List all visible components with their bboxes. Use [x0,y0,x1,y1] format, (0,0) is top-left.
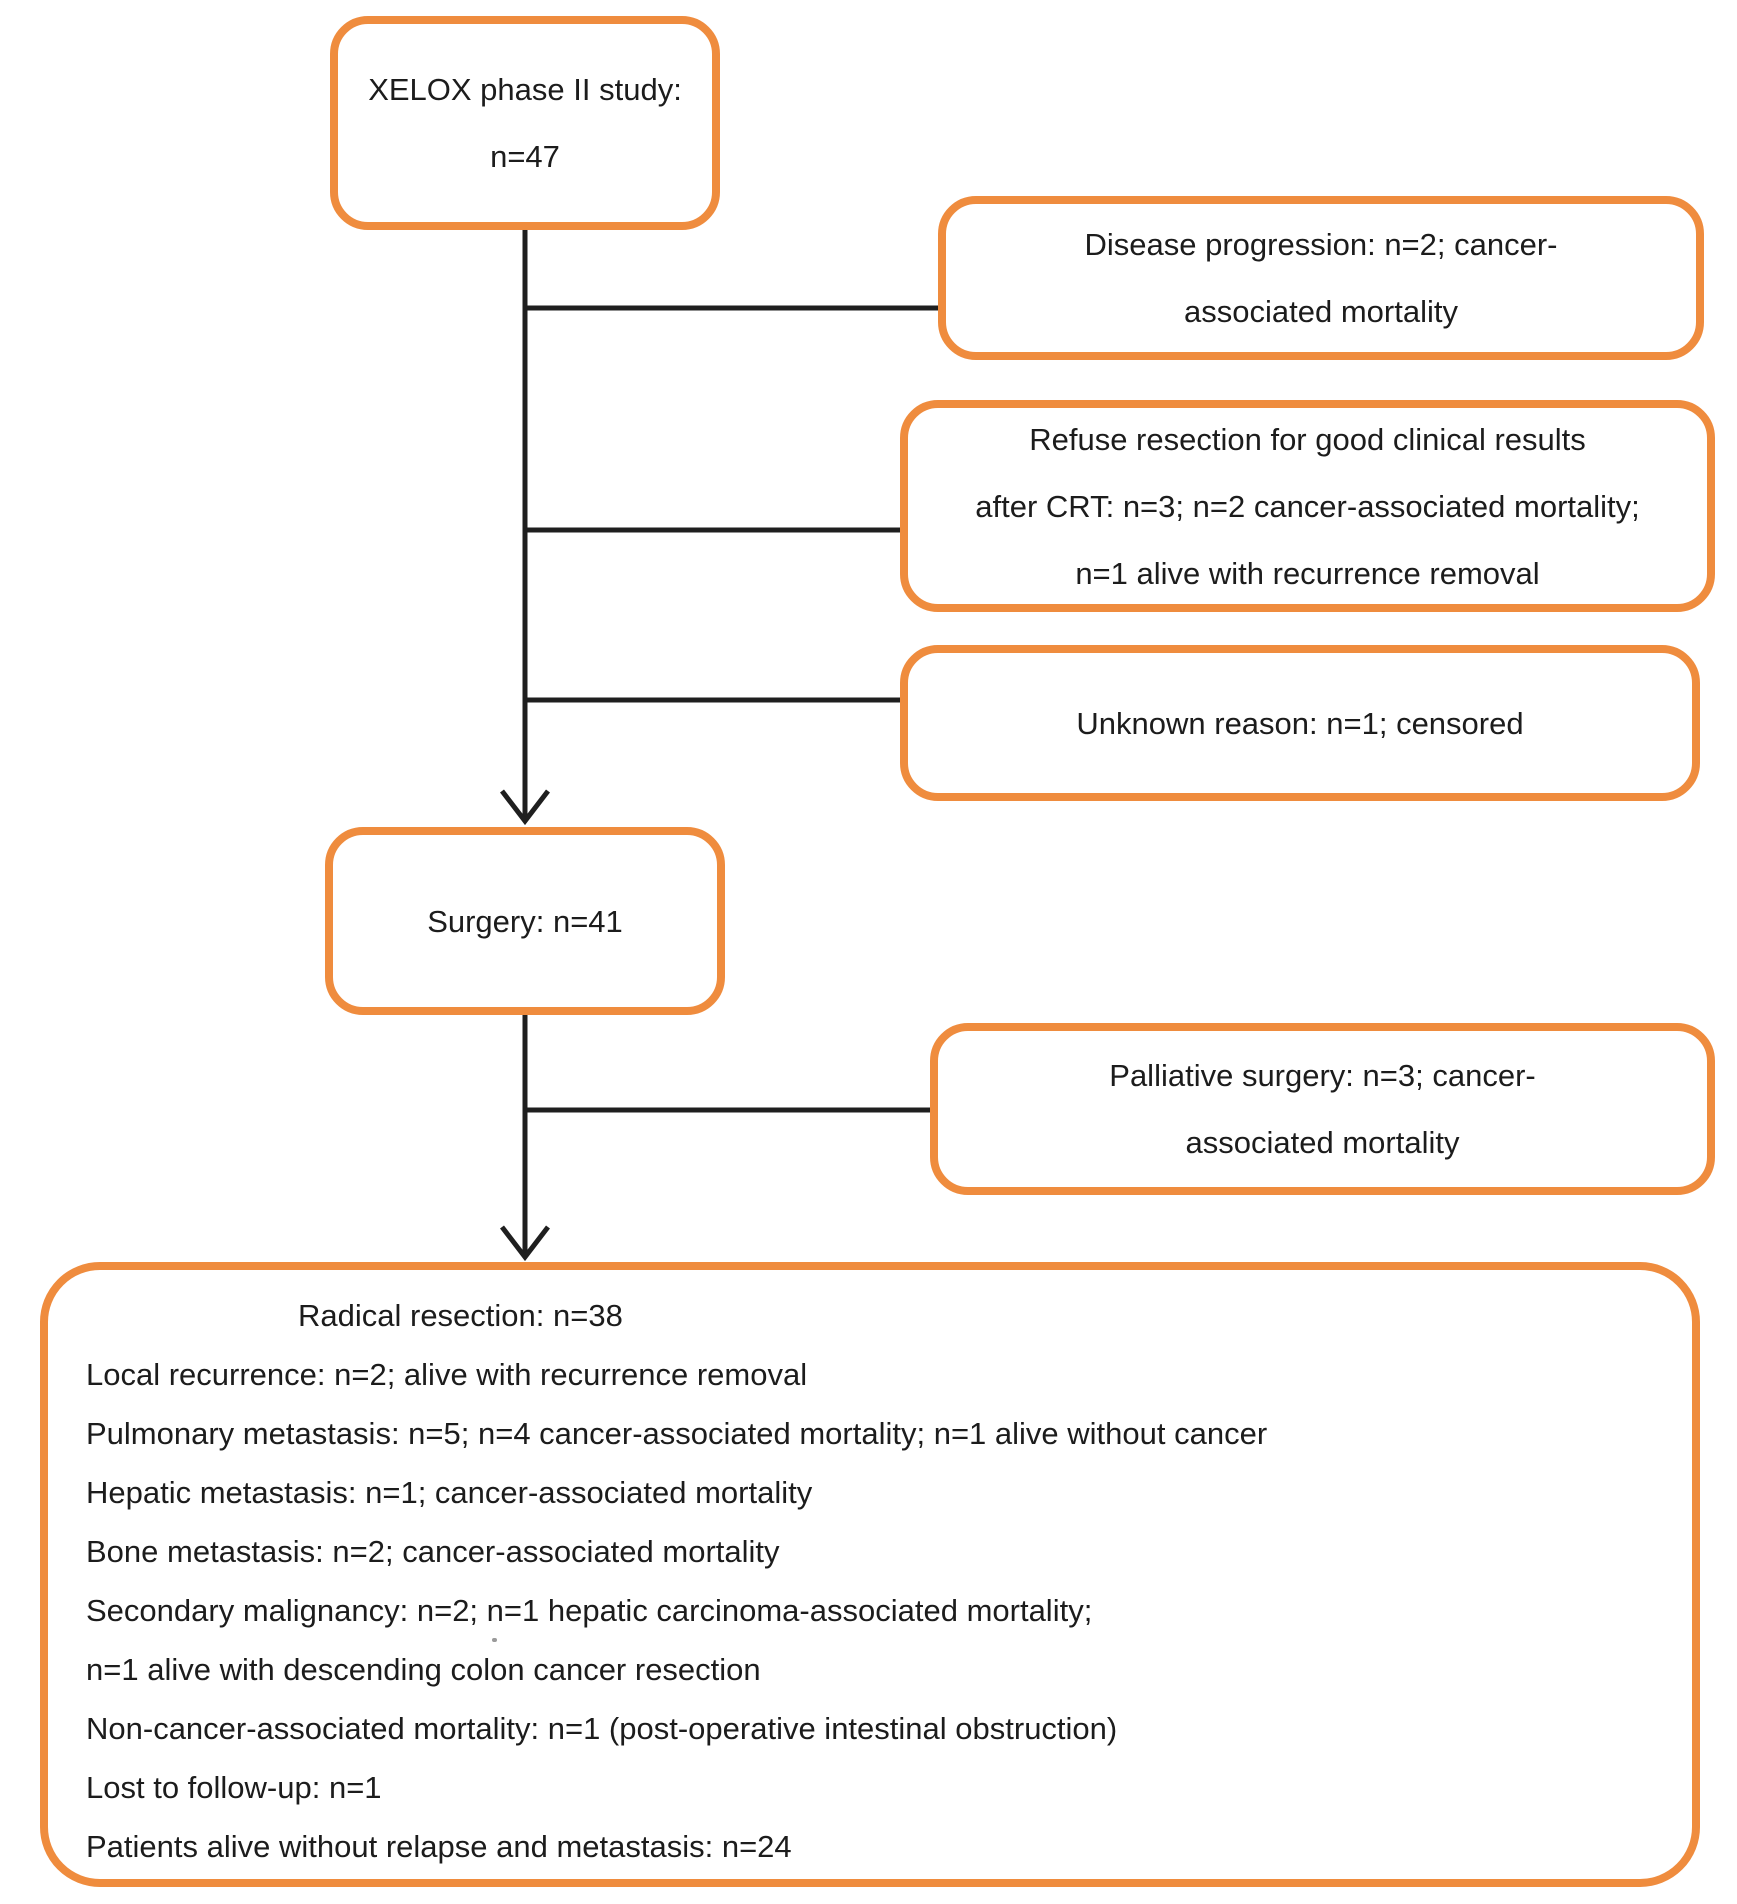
node-text-line: Refuse resection for good clinical results [1029,421,1586,457]
node-text-line: Patients alive without relapse and metastasis: n=24 [86,1829,792,1864]
node-text-line: associated mortality [1185,1125,1460,1160]
scan-artifact-dot [492,1638,497,1642]
node-xelox-study [330,16,720,230]
node-text-line: Palliative surgery: n=3; cancer- [1109,1058,1536,1093]
node-unknown-reason [900,645,1700,801]
node-text-line: Pulmonary metastasis: n=5; n=4 cancer-associated mortality; n=1 alive without cancer [86,1416,1268,1451]
node-text-line: after CRT: n=3; n=2 cancer-associated mortality; [975,488,1640,524]
radical-resection-title: Radical resection: n=38 [298,1298,623,1333]
node-text-line: Bone metastasis: n=2; cancer-associated mortality [86,1534,780,1569]
node-text-line: Lost to follow-up: n=1 [86,1770,382,1805]
node-text-line: n=1 alive with recurrence removal [1075,555,1540,591]
node-radical-resection [40,1262,1700,1887]
node-text-line: Hepatic metastasis: n=1; cancer-associated mortality [86,1475,813,1510]
node-text-line: associated mortality [1184,294,1458,329]
node-refuse-resection [900,400,1715,612]
node-text-line: Surgery: n=41 [427,903,623,939]
node-text-line: Local recurrence: n=2; alive with recurrence removal [86,1357,808,1392]
node-text-line: Non-cancer-associated mortality: n=1 (post-operative intestinal obstruction) [86,1711,1118,1746]
node-text-line: n=1 alive with descending colon cancer resection [86,1652,761,1687]
node-palliative-surgery [930,1023,1715,1195]
node-text-line: Secondary malignancy: n=2; n=1 hepatic carcinoma-associated mortality; [86,1593,1093,1628]
node-surgery [325,827,725,1015]
node-text-line: Disease progression: n=2; cancer- [1084,227,1558,262]
node-disease-progression [938,196,1704,360]
node-text-line: XELOX phase II study: [368,72,682,107]
node-text-line: Unknown reason: n=1; censored [1076,705,1524,741]
node-text-line: n=47 [490,139,560,174]
